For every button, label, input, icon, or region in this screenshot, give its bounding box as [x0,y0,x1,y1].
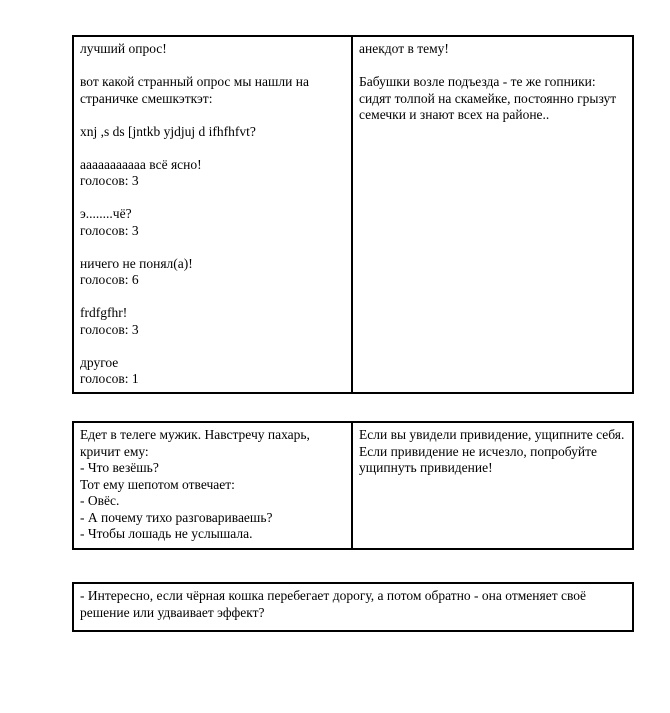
poll-title: лучший опрос! [80,41,167,56]
cat-joke-table [72,582,634,632]
joke-line: - Овёс. [80,493,120,508]
poll-option [80,355,345,388]
joke-cell [352,36,633,393]
poll-option [80,206,345,239]
joke-line: - А почему тихо разговариваешь? [80,509,273,525]
jokes-table [72,421,634,550]
joke-line: Едет в телеге мужик. Навстречу пахарь, кричит ему: [80,427,310,459]
poll-option-votes: голосов: 3 [80,173,139,188]
poll-option [80,305,345,338]
joke-line: Тот ему шепотом отвечает: [80,476,235,492]
cat-joke-text: - Интересно, если чёрная кошка перебегает дорогу, а потом обратно - она отменяет своё решение или удваивает эффект? [80,588,586,620]
joke-line: - Что везёшь? [80,460,159,475]
peasant-joke-cell [73,422,352,549]
poll-option-label: другое [80,354,119,370]
poll-option [80,157,345,190]
cat-joke-cell [73,583,633,631]
poll-option-votes: голосов: 3 [80,321,139,337]
poll-option-votes: голосов: 3 [80,222,139,238]
poll-option-label: э........чё? [80,206,132,221]
poll-option [80,256,345,289]
poll-option-label: ничего не понял(а)! [80,255,193,271]
joke-text: Бабушки возле подъезда - те же гопники: сидят толпой на скамейке, постоянно грызут семечки и знают всех на районе.. [359,74,617,122]
poll-and-joke-table [72,35,634,394]
ghost-joke-text: Если вы увидели привидение, ущипните себя. Если привидение не исчезло, попробуйте ущипнуть привидение! [359,427,625,475]
ghost-joke-cell [352,422,633,549]
poll-option-votes: голосов: 1 [80,371,139,386]
joke-line: - Чтобы лошадь не услышала. [80,526,253,541]
poll-option-label: frdfgfhr! [80,305,128,320]
poll-option-votes: голосов: 6 [80,272,139,287]
poll-question: xnj ,s ds [jntkb yjdjuj d ifhfhfvt? [80,123,256,139]
poll-option-label: ааааааааааа всё ясно! [80,156,202,172]
joke-title: анекдот в тему! [359,41,449,56]
poll-intro: вот какой странный опрос мы нашли на страничке смешкэткэт: [80,74,309,106]
poll-cell [73,36,352,393]
